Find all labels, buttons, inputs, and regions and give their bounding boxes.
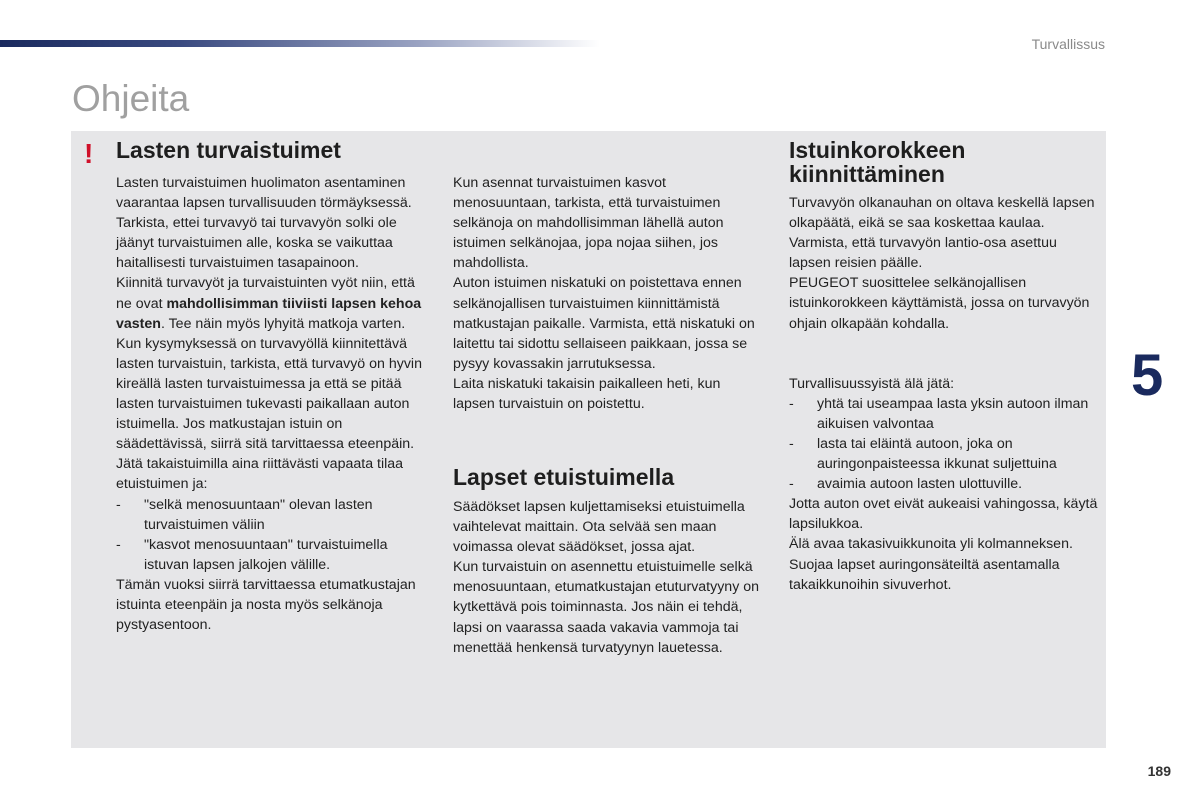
text: . Tee näin myös lyhyitä matkoja varten.: [160, 315, 406, 332]
paragraph: Lasten turvaistuimen huolimaton asentaminen vaarantaa lapsen turvallisuuden törmäyksessä.: [116, 175, 412, 212]
paragraph: Turvavyön olkanauhan on oltava keskellä lapsen olkapäätä, eikä se saa koskettaa kaulaa.: [789, 195, 1095, 232]
list-item: - "selkä menosuuntaan" olevan lasten turvaistuimen väliin: [116, 495, 426, 535]
header-decorative-bar: [0, 40, 600, 47]
section-name: Turvallissus: [1031, 36, 1105, 52]
dash-bullet: -: [789, 476, 794, 493]
list-item: - avaimia autoon lasten ulottuville.: [789, 474, 1101, 494]
dash-bullet: -: [116, 496, 121, 513]
paragraph: Auton istuimen niskatuki on poistettava ennen selkänojallisen turvaistuimen kiinnittämistä matkustajan paikalle. Varmista, että niskatuki on laitettu tai sidottu sellaiseen paikkaan, jossa se pysyy kovassakin jarrutuksessa.: [453, 275, 755, 372]
paragraph: Jätä takaistuimilla aina riittävästi vapaata tilaa etuistuimen ja:: [116, 456, 404, 493]
dash-bullet: -: [789, 435, 794, 452]
list-item: - lasta tai eläintä autoon, joka on auringonpaisteessa ikkunat suljettuina: [789, 434, 1101, 474]
paragraph: Kun kysymyksessä on turvavyöllä kiinnitettävä lasten turvaistuin, tarkista, että turvavyö on hyvin kireällä lasten turvaistuimessa ja että se pitää lasten turvaistuimen tukevasti paikallaan auton istuimella. Jos matkustajan istuin on säädettävissä, siirrä sitä tarvittaessa eteenpäin.: [116, 335, 422, 453]
paragraph: Tämän vuoksi siirrä tarvittaessa etumatkustajan istuinta eteenpäin ja nosta myös selkänoja pystyasentoon.: [116, 576, 416, 634]
heading-booster: [789, 138, 965, 186]
paragraph: Jotta auton ovet eivät aukeaisi vahingossa, käytä lapsilukkoa.: [789, 496, 1098, 533]
paragraph: Kun turvaistuin on asennettu etuistuimelle selkä menosuuntaan, etumatkustajan etuturvatyyny on kytkettävä pois toiminnasta. Jos näin ei tehdä, lapsi on vaarassa saada vakavia vammoja tai menettää henkensä turvatyynyn lauetessa.: [453, 559, 760, 656]
paragraph: Varmista, että turvavyön lantio-osa asettuu lapsen reisien päälle.: [789, 235, 1057, 272]
dash-bullet: -: [116, 536, 121, 553]
page-title: Ohjeita: [72, 78, 190, 119]
heading-child-seats: Lasten turvaistuimet: [116, 137, 341, 163]
heading-line: kiinnittäminen: [789, 161, 945, 187]
dash-bullet: -: [789, 395, 794, 412]
spacer: [789, 334, 1101, 374]
column-3: [789, 193, 1101, 595]
paragraph: Kun asennat turvaistuimen kasvot menosuuntaan, tarkista, että turvaistuimen selkänoja on mahdollisimman lähellä auton istuimen selkänojaa, jopa nojaa siihen, jos mahdollista.: [453, 175, 724, 272]
column-1: [116, 173, 426, 635]
paragraph: Turvallisuussyistä älä jätä:: [789, 375, 955, 392]
text: Kiinnitä turvavyöt ja turvaistuinten vyöt niin, että ne ovat: [116, 275, 415, 312]
list-item: - "kasvot menosuuntaan" turvaistuimella istuvan lapsen jalkojen välille.: [116, 535, 426, 575]
column-2: [453, 173, 763, 414]
paragraph: Säädökset lapsen kuljettamiseksi etuistuimella vaihtelevat maittain. Ota selvää sen maan voimassa olevat säädökset, jossa ajat.: [453, 499, 745, 556]
warning-icon: !: [84, 138, 94, 169]
chapter-number: 5: [1131, 343, 1164, 408]
paragraph: Suojaa lapset auringonsäteiltä asentamalla takaikkunoihin sivuverhot.: [789, 556, 1060, 593]
emphasis-text: mahdollisimman tiiviisti lapsen kehoa vasten: [116, 295, 422, 332]
page-number: 189: [1147, 763, 1171, 779]
paragraph: Älä avaa takasivuikkunoita yli kolmanneksen.: [789, 536, 1073, 553]
paragraph: [116, 273, 426, 333]
heading-line: Istuinkorokkeen: [789, 137, 966, 163]
column-2-lower: [453, 497, 763, 658]
list-item: - yhtä tai useampaa lasta yksin autoon ilman aikuisen valvontaa: [789, 394, 1101, 434]
heading-front-seat: Lapset etuistuimella: [453, 464, 675, 490]
paragraph: PEUGEOT suosittelee selkänojallisen istuinkorokkeen käyttämistä, jossa on turvavyön ohjain olkapään kohdalla.: [789, 275, 1090, 332]
paragraph: Tarkista, ettei turvavyö tai turvavyön solki ole jäänyt turvaistuimen alle, koska se vaikuttaa haitallisesti turvaistuimen tasapainoon.: [116, 215, 397, 272]
paragraph: Laita niskatuki takaisin paikalleen heti, kun lapsen turvaistuin on poistettu.: [453, 375, 721, 413]
